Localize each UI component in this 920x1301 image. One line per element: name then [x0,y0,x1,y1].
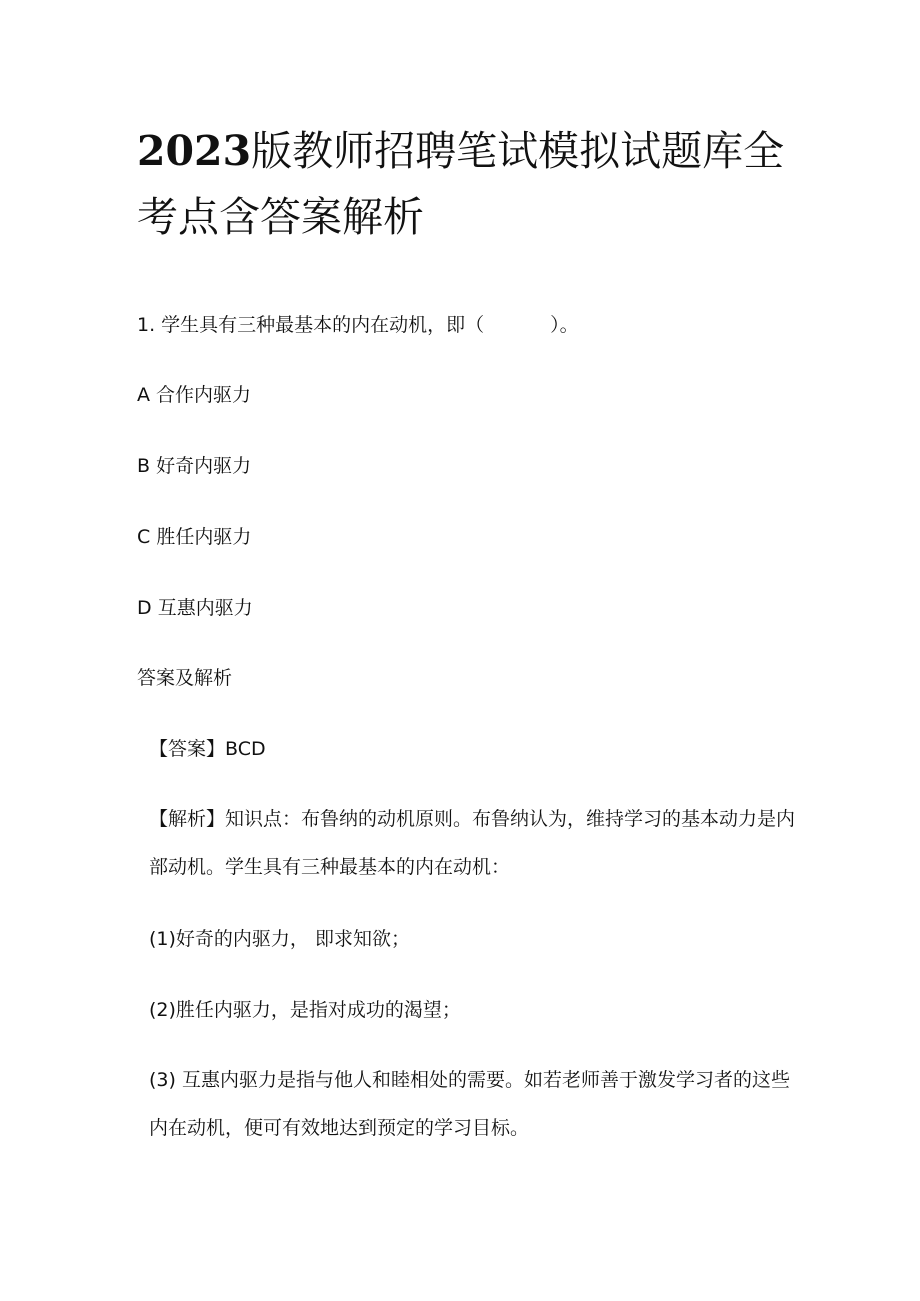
option-text: 合作内驱力 [156,384,252,406]
analysis-point-1: (1)好奇的内驱力， 即求知欲； [149,928,410,950]
answer-heading: 答案及解析 [137,667,233,689]
option-text: 好奇内驱力 [156,455,252,477]
option-b [137,454,251,478]
title-text: 版教师招聘笔试模拟试题库全考点含答案解析 [137,127,785,241]
option-a [137,383,251,407]
option-text: 互惠内驱力 [157,597,253,619]
option-d [137,596,253,620]
analysis-point-2: (2)胜任内驱力，是指对成功的渴望； [149,999,461,1021]
analysis-paragraph: 【解析】知识点：布鲁纳的动机原则。布鲁纳认为，维持学习的基本动力是内部动机。学生具有三种最基本的内在动机： [149,808,796,878]
question-stem-before: 1. 学生具有三种最基本的内在动机，即（ [137,314,485,336]
option-label: C [137,526,151,548]
question-stem-after: ）。 [550,314,579,336]
option-c [137,525,251,549]
option-text: 胜任内驱力 [156,526,252,548]
option-label: B [137,455,151,477]
question-stem [137,313,579,337]
option-label: D [137,597,152,619]
document-title [137,118,797,250]
analysis-point-3: (3) 互惠内驱力是指与他人和睦相处的需要。如若老师善于激发学习者的这些内在动机，便可有效地达到预定的学习目标。 [149,1069,790,1139]
title-year: 2023 [137,127,252,175]
answer-line: 【答案】BCD [149,738,266,760]
option-label: A [137,384,150,406]
